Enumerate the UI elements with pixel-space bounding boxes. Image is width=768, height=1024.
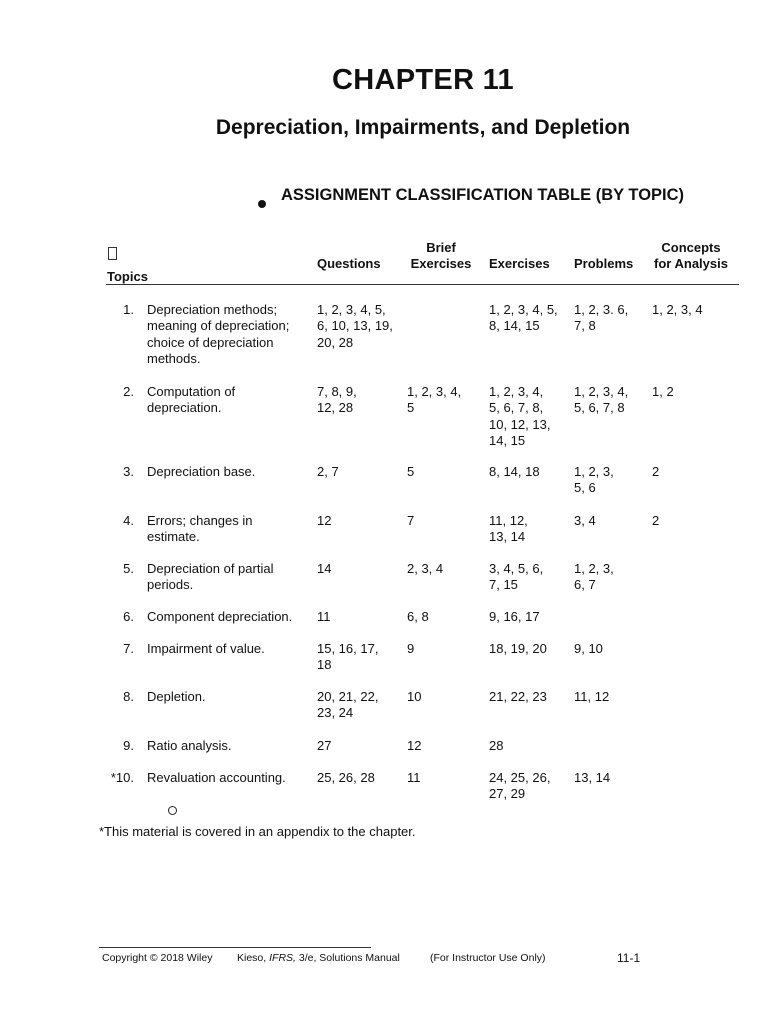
row-questions: 14 (317, 561, 332, 576)
footer-edition: 3/e, Solutions Manual (295, 952, 400, 964)
row-exercises: 1, 2, 3, 4, 5, 8, 14, 15 (489, 302, 558, 334)
row-number: 6. (123, 609, 134, 624)
row-concepts: 1, 2 (652, 384, 674, 399)
row-brief-exercises: 10 (407, 689, 422, 704)
row-topic: Depletion. (147, 689, 206, 704)
row-concepts: 2 (652, 464, 660, 479)
row-topic: Computation of depreciation. (147, 384, 236, 416)
row-brief-exercises: 9 (407, 641, 415, 656)
row-exercises: 21, 22, 23 (489, 689, 547, 704)
row-questions: 12 (317, 513, 332, 528)
row-topic: Impairment of value. (147, 641, 265, 656)
row-exercises: 28 (489, 738, 504, 753)
row-exercises: 8, 14, 18 (489, 464, 540, 479)
row-exercises: 3, 4, 5, 6, 7, 15 (489, 561, 544, 593)
row-exercises: 11, 12, 13, 14 (489, 513, 528, 545)
row-exercises: 1, 2, 3, 4, 5, 6, 7, 8, 10, 12, 13, 14, 15 (489, 384, 551, 448)
row-number: 5. (123, 561, 134, 576)
row-questions: 25, 26, 28 (317, 770, 375, 785)
row-questions: 15, 16, 17, 18 (317, 641, 379, 673)
row-brief-exercises: 6, 8 (407, 609, 429, 624)
footer-usage: (For Instructor Use Only) (430, 952, 546, 964)
header-brief-line2: Exercises (410, 256, 472, 271)
row-brief-exercises: 11 (407, 770, 421, 785)
header-concepts (645, 240, 737, 272)
header-divider (106, 284, 739, 285)
row-number: 1. (123, 302, 134, 317)
footer-book-reference (237, 952, 400, 964)
row-problems: 1, 2, 3, 4, 5, 6, 7, 8 (574, 384, 629, 416)
header-exercises: Exercises (489, 256, 550, 271)
row-problems: 9, 10 (574, 641, 603, 656)
header-questions: Questions (317, 256, 381, 271)
row-number: *10. (110, 770, 134, 785)
row-problems: 1, 2, 3, 5, 6 (574, 464, 614, 496)
row-questions: 20, 21, 22, 23, 24 (317, 689, 379, 721)
row-topic: Depreciation of partial periods. (147, 561, 274, 593)
row-exercises: 9, 16, 17 (489, 609, 540, 624)
footer-book-title: IFRS, (269, 952, 296, 964)
row-problems: 3, 4 (574, 513, 596, 528)
row-number: 9. (123, 738, 134, 753)
bullet-icon (258, 200, 266, 208)
row-brief-exercises: 1, 2, 3, 4, 5 (407, 384, 462, 416)
footer-divider (99, 947, 371, 948)
row-concepts: 2 (652, 513, 660, 528)
row-topic: Errors; changes in estimate. (147, 513, 253, 545)
row-questions: 2, 7 (317, 464, 339, 479)
header-problems: Problems (574, 256, 634, 271)
row-exercises: 24, 25, 26, 27, 29 (489, 770, 551, 802)
chapter-subtitle: Depreciation, Impairments, and Depletion (215, 116, 631, 139)
placeholder-glyph-icon (108, 247, 117, 260)
row-questions: 1, 2, 3, 4, 5, 6, 10, 13, 19, 20, 28 (317, 302, 393, 350)
row-problems: 1, 2, 3, 6, 7 (574, 561, 614, 593)
row-problems: 1, 2, 3. 6, 7, 8 (574, 302, 629, 334)
row-questions: 11 (317, 609, 331, 624)
row-number: 4. (123, 513, 134, 528)
row-brief-exercises: 12 (407, 738, 422, 753)
row-topic: Depreciation methods; meaning of depreciation; choice of depreciation methods. (147, 302, 290, 366)
row-problems: 11, 12 (574, 689, 610, 704)
row-topic: Depreciation base. (147, 464, 256, 479)
footer-author: Kieso, (237, 952, 270, 964)
row-number: 7. (123, 641, 134, 656)
header-brief-exercises (402, 240, 480, 272)
circle-bullet-icon (168, 806, 177, 815)
row-questions: 7, 8, 9, 12, 28 (317, 384, 357, 416)
footer-copyright: Copyright © 2018 Wiley (102, 952, 213, 964)
header-concepts-line1: Concepts (661, 240, 721, 255)
row-number: 3. (123, 464, 134, 479)
row-topic: Component depreciation. (147, 609, 293, 624)
appendix-note: *This material is covered in an appendix to the chapter. (99, 824, 416, 839)
row-topic: Revaluation accounting. (147, 770, 286, 785)
row-topic: Ratio analysis. (147, 738, 232, 753)
row-problems: 13, 14 (574, 770, 611, 785)
row-brief-exercises: 2, 3, 4 (407, 561, 444, 576)
row-concepts: 1, 2, 3, 4 (652, 302, 703, 317)
row-exercises: 18, 19, 20 (489, 641, 547, 656)
header-topics: Topics (107, 269, 148, 284)
header-brief-line1: Brief (426, 240, 456, 255)
row-questions: 27 (317, 738, 332, 753)
chapter-title: CHAPTER 11 (332, 64, 514, 96)
row-brief-exercises: 5 (407, 464, 415, 479)
header-concepts-line2: for Analysis (654, 256, 728, 271)
row-brief-exercises: 7 (407, 513, 415, 528)
section-heading: ASSIGNMENT CLASSIFICATION TABLE (BY TOPIC) (281, 186, 685, 204)
page-number: 11-1 (617, 951, 641, 965)
row-number: 8. (123, 689, 134, 704)
row-number: 2. (123, 384, 134, 399)
